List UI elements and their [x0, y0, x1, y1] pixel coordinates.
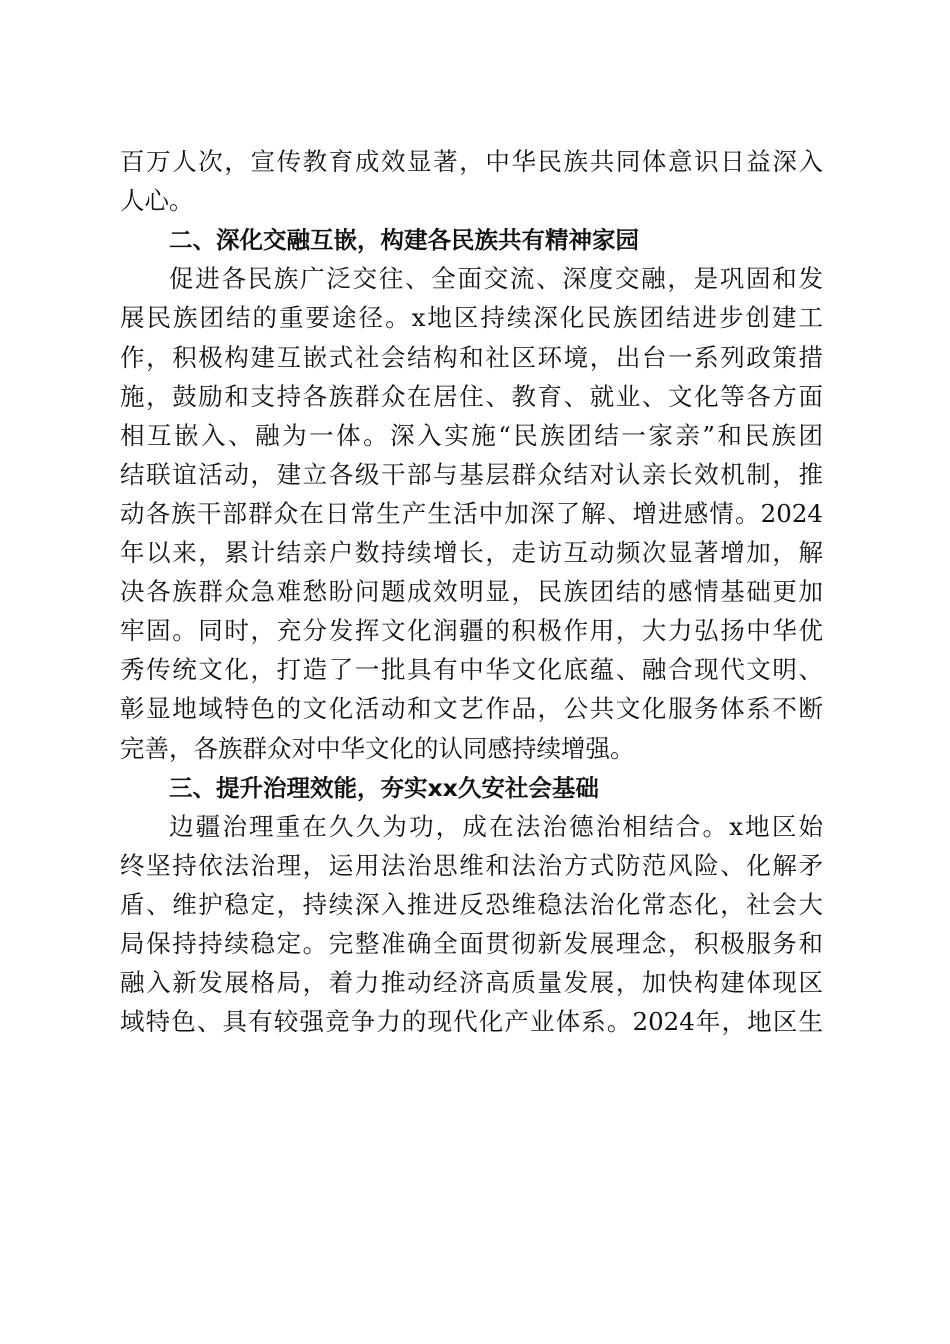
paragraph-line: 牢固。同时，充分发挥文化润疆的积极作用，大力弘扬中华优 [120, 616, 823, 646]
paragraph-line: 边疆治理重在久久为功，成在法治德治相结合。x地区始 [169, 811, 823, 841]
paragraph-line: 融入新发展格局，着力推动经济高质量发展，加快构建体现区 [120, 968, 823, 998]
paragraph-line: 展民族团结的重要途径。x地区持续深化民族团结进步创建工 [120, 303, 823, 333]
paragraph-line: 百万人次，宣传教育成效显著，中华民族共同体意识日益深入 [120, 147, 823, 176]
paragraph-line: 秀传统文化，打造了一批具有中华文化底蕴、融合现代文明、 [120, 655, 823, 685]
paragraph-line: 决各族群众急难愁盼问题成效明显，民族团结的感情基础更加 [120, 577, 823, 607]
paragraph-line: 作，积极构建互嵌式社会结构和社区环境，出台一系列政策措 [120, 342, 823, 372]
paragraph-line: 局保持持续稳定。完整准确全面贯彻新发展理念，积极服务和 [120, 929, 823, 958]
section-heading: 三、提升治理效能，夯实xx久安社会基础 [169, 773, 599, 802]
paragraph-line: 彰显地域特色的文化活动和文艺作品，公共文化服务体系不断 [120, 694, 823, 724]
paragraph-line: 施，鼓励和支持各族群众在居住、教育、就业、文化等各方面 [120, 381, 823, 411]
paragraph-line: 结联谊活动，建立各级干部与基层群众结对认亲长效机制，推 [120, 459, 823, 489]
paragraph-line: 人心。 [120, 186, 194, 216]
section-heading: 二、深化交融互嵌，构建各民族共有精神家园 [169, 226, 639, 255]
paragraph-line: 动各族干部群众在日常生产生活中加深了解、增进感情。2024 [120, 498, 823, 528]
paragraph-line: 域特色、具有较强竞争力的现代化产业体系。2024年，地区生 [120, 1007, 823, 1037]
paragraph-line: 年以来，累计结亲户数持续增长，走访互动频次显著增加，解 [120, 538, 823, 567]
paragraph-line: 完善，各族群众对中华文化的认同感持续增强。 [120, 733, 635, 763]
paragraph-line: 促进各民族广泛交往、全面交流、深度交融，是巩固和发 [169, 264, 823, 294]
paragraph-line: 终坚持依法治理，运用法治思维和法治方式防范风险、化解矛 [120, 850, 823, 880]
paragraph-line: 盾、维护稳定，持续深入推进反恐维稳法治化常态化，社会大 [120, 889, 823, 919]
paragraph-line: 相互嵌入、融为一体。深入实施“民族团结一家亲”和民族团 [120, 420, 823, 450]
